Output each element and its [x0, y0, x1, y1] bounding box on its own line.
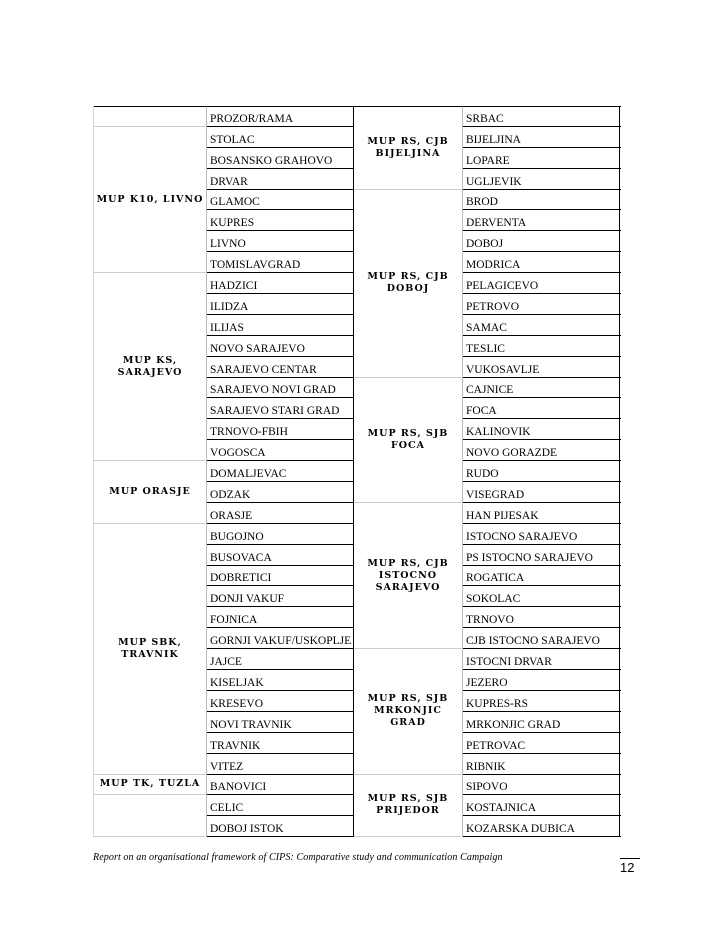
right-group-label: MUP RS, CJB BIJELJINA	[354, 106, 463, 190]
left-table-cell: PROZOR/RAMA	[207, 106, 354, 127]
right-table-cell: MODRICA	[463, 252, 621, 273]
left-group-label: MUP ORASJE	[94, 461, 207, 524]
left-table-cell: VOGOSCA	[207, 440, 354, 461]
left-table-cell: DRVAR	[207, 169, 354, 190]
left-table-cell: TRAVNIK	[207, 733, 354, 754]
left-table-cell: SARAJEVO NOVI GRAD	[207, 378, 354, 399]
right-table-cell: DERVENTA	[463, 210, 621, 231]
right-table-cell: HAN PIJESAK	[463, 503, 621, 524]
right-group-label: MUP RS, SJB PRIJEDOR	[354, 775, 463, 838]
empty-group-cell	[94, 795, 207, 837]
right-group-label: MUP RS, SJB MRKONJIC GRAD	[354, 649, 463, 774]
left-group-label: MUP KS, SARAJEVO	[94, 273, 207, 461]
right-group-label: MUP RS, CJB DOBOJ	[354, 190, 463, 378]
right-table-cell: VUKOSAVLJE	[463, 357, 621, 378]
left-table-cell: KRESEVO	[207, 691, 354, 712]
right-table-cell: KUPRES-RS	[463, 691, 621, 712]
right-group-label: MUP RS, CJB ISTOCNO SARAJEVO	[354, 503, 463, 649]
left-table-cell: SARAJEVO STARI GRAD	[207, 398, 354, 419]
left-table-cell: FOJNICA	[207, 607, 354, 628]
left-group-label: MUP K10, LIVNO	[94, 127, 207, 273]
right-table-cell: KALINOVIK	[463, 419, 621, 440]
right-table-cell: RIBNIK	[463, 754, 621, 775]
page-footer: Report on an organisational framework of CIPS: Comparative study and communication Campaign	[93, 852, 503, 863]
left-table-cell: ILIJAS	[207, 315, 354, 336]
left-table-cell: VITEZ	[207, 754, 354, 775]
left-table-cell: BANOVICI	[207, 775, 354, 796]
left-table-cell: BUGOJNO	[207, 524, 354, 545]
right-table-cell: KOSTAJNICA	[463, 795, 621, 816]
left-table-cell: BUSOVACA	[207, 545, 354, 566]
right-table-cell: SIPOVO	[463, 775, 621, 796]
right-table-cell: ROGATICA	[463, 566, 621, 587]
table-grid	[93, 106, 620, 837]
right-table-cell: DOBOJ	[463, 231, 621, 252]
left-table-cell: CELIC	[207, 795, 354, 816]
left-table-cell: GLAMOC	[207, 190, 354, 211]
right-group-label: MUP RS, SJB FOCA	[354, 378, 463, 503]
left-table-cell: GORNJI VAKUF/USKOPLJE	[207, 628, 354, 649]
right-table-cell: PETROVAC	[463, 733, 621, 754]
right-table-cell: PELAGICEVO	[463, 273, 621, 294]
left-table-cell: JAJCE	[207, 649, 354, 670]
right-table-cell: CAJNICE	[463, 378, 621, 399]
page-number: 12	[620, 858, 640, 876]
left-table-cell: KUPRES	[207, 210, 354, 231]
left-table-cell: BOSANSKO GRAHOVO	[207, 148, 354, 169]
left-table-cell: ODZAK	[207, 482, 354, 503]
right-table-cell: NOVO GORAZDE	[463, 440, 621, 461]
right-table-cell: PETROVO	[463, 294, 621, 315]
right-table-cell: SAMAC	[463, 315, 621, 336]
empty-group-cell	[94, 106, 207, 127]
left-table-cell: DOBOJ ISTOK	[207, 816, 354, 837]
right-table-cell: VISEGRAD	[463, 482, 621, 503]
left-table-cell: TRNOVO-FBIH	[207, 419, 354, 440]
right-table-cell: ISTOCNO SARAJEVO	[463, 524, 621, 545]
left-table-cell: LIVNO	[207, 231, 354, 252]
right-table-cell: KOZARSKA DUBICA	[463, 816, 621, 837]
right-table-cell: TRNOVO	[463, 607, 621, 628]
right-table-cell: ISTOCNI DRVAR	[463, 649, 621, 670]
right-table-cell: BIJELJINA	[463, 127, 621, 148]
left-table-cell: DOMALJEVAC	[207, 461, 354, 482]
left-table-cell: STOLAC	[207, 127, 354, 148]
right-table-cell: LOPARE	[463, 148, 621, 169]
jurisdiction-table	[93, 106, 620, 837]
right-table-cell: SRBAC	[463, 106, 621, 127]
left-table-cell: NOVI TRAVNIK	[207, 712, 354, 733]
right-table-cell: SOKOLAC	[463, 586, 621, 607]
left-table-cell: TOMISLAVGRAD	[207, 252, 354, 273]
right-table-cell: PS ISTOCNO SARAJEVO	[463, 545, 621, 566]
left-group-label: MUP TK, TUZLA	[94, 775, 207, 796]
left-table-cell: KISELJAK	[207, 670, 354, 691]
left-table-cell: SARAJEVO CENTAR	[207, 357, 354, 378]
left-group-label: MUP SBK, TRAVNIK	[94, 524, 207, 775]
right-table-cell: CJB ISTOCNO SARAJEVO	[463, 628, 621, 649]
left-table-cell: HADZICI	[207, 273, 354, 294]
right-table-cell: JEZERO	[463, 670, 621, 691]
right-table-cell: MRKONJIC GRAD	[463, 712, 621, 733]
right-table-cell: RUDO	[463, 461, 621, 482]
left-table-cell: ORASJE	[207, 503, 354, 524]
right-table-cell: TESLIC	[463, 336, 621, 357]
left-table-cell: DONJI VAKUF	[207, 586, 354, 607]
left-table-cell: ILIDZA	[207, 294, 354, 315]
right-table-cell: UGLJEVIK	[463, 169, 621, 190]
left-table-cell: DOBRETICI	[207, 566, 354, 587]
right-table-cell: FOCA	[463, 398, 621, 419]
left-table-cell: NOVO SARAJEVO	[207, 336, 354, 357]
right-table-cell: BROD	[463, 190, 621, 211]
